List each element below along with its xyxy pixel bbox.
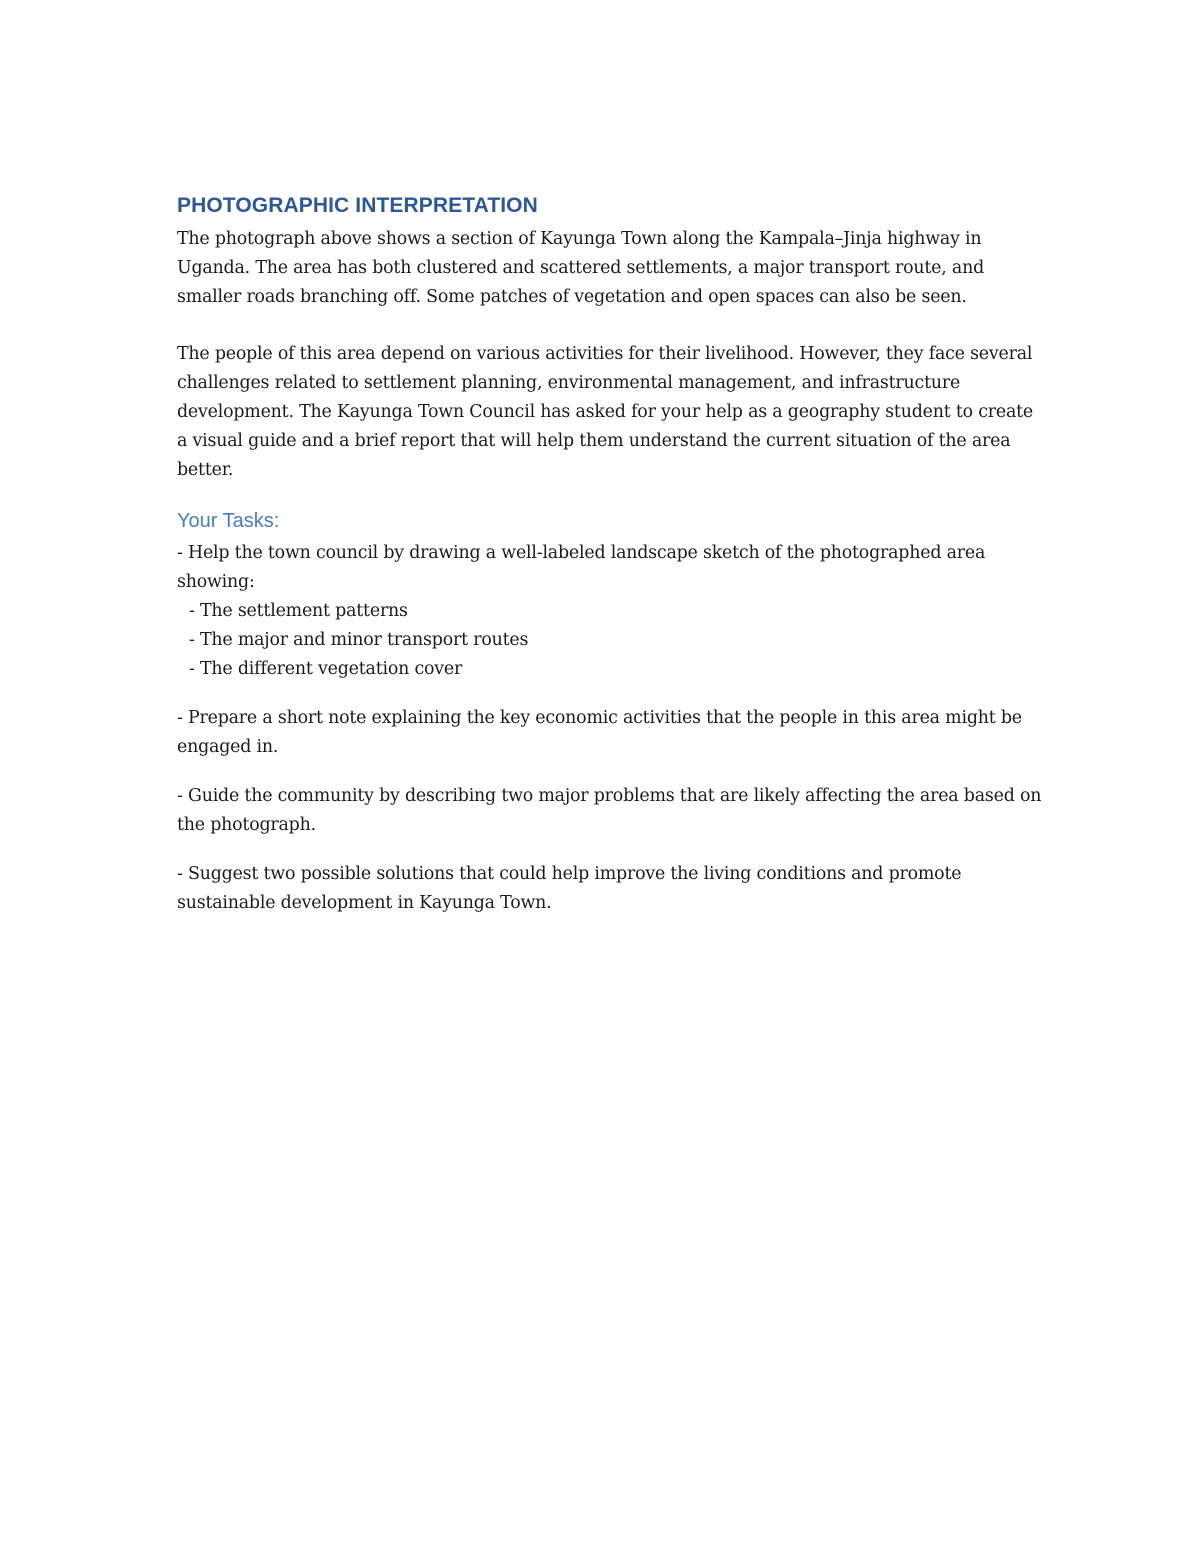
task-spacer [177, 684, 1047, 704]
section-spacer [177, 485, 1047, 507]
tasks-heading: Your Tasks: [177, 510, 280, 532]
intro-paragraph-1: The photograph above shows a section of Kayunga Town along the Kampala–Jinja highway in Uganda. The area has both clustered and scattered settlements, a major transport route, and smaller roads branching off. Some patches of vegetation and open spaces can also be seen. [177, 229, 985, 307]
task-1-item-settlement: - The settlement patterns [189, 601, 408, 621]
task-1: - Help the town council by drawing a well-labeled landscape sketch of the photographed area showing: [177, 543, 986, 592]
task-spacer [177, 762, 1047, 782]
document-heading: PHOTOGRAPHIC INTERPRETATION [177, 194, 538, 217]
paragraph-spacer [177, 312, 1047, 340]
task-1-item-transport: - The major and minor transport routes [189, 630, 529, 650]
task-4: - Suggest two possible solutions that could help improve the living conditions and promote sustainable development in Kayunga Town. [177, 864, 962, 913]
task-1-list [177, 597, 1047, 684]
document-page [177, 192, 1047, 918]
task-3: - Guide the community by describing two major problems that are likely affecting the area based on the photograph. [177, 786, 1042, 835]
task-1-item-vegetation: - The different vegetation cover [189, 659, 463, 679]
intro-paragraph-2: The people of this area depend on various activities for their livelihood. However, they face several challenges related to settlement planning, environmental management, and infrastructure development. The Kayunga Town Council has asked for your help as a geography student to create a visual guide and a brief report that will help them understand the current situation of the area better. [177, 344, 1034, 480]
task-spacer [177, 840, 1047, 860]
task-2: - Prepare a short note explaining the key economic activities that the people in this area might be engaged in. [177, 708, 1022, 757]
